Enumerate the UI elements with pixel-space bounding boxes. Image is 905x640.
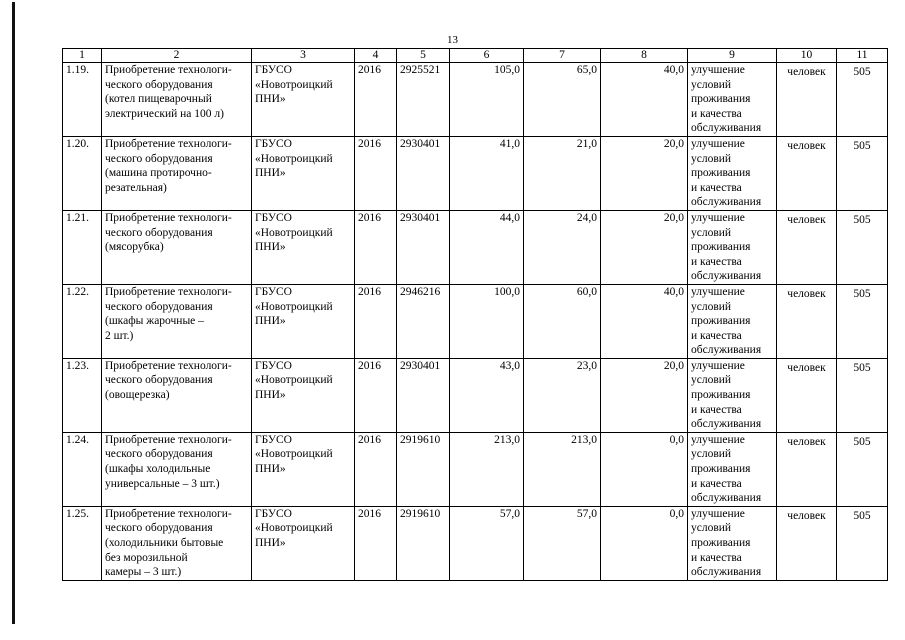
table-row <box>63 210 888 284</box>
header-cell: 2 <box>102 49 252 63</box>
goal-cell: улучшение условий проживания и качества обслуживания <box>688 506 777 580</box>
total-amount-cell: 43,0 <box>450 358 524 432</box>
total-amount-cell: 57,0 <box>450 506 524 580</box>
item-name-cell: Приобретение технологи- ческого оборудования (машина протирочно- резательная) <box>102 136 252 210</box>
year-cell: 2016 <box>355 63 397 137</box>
total-amount-cell: 100,0 <box>450 284 524 358</box>
amount-col7-cell: 24,0 <box>524 210 601 284</box>
amount-col8-cell: 0,0 <box>601 506 688 580</box>
amount-col8-cell: 20,0 <box>601 136 688 210</box>
table-row <box>63 136 888 210</box>
code-cell: 2930401 <box>397 136 450 210</box>
indicator-value-cell: 505 <box>837 506 888 580</box>
goal-cell: улучшение условий проживания и качества обслуживания <box>688 63 777 137</box>
header-cell: 1 <box>63 49 102 63</box>
item-name-cell: Приобретение технологи- ческого оборудования (овощерезка) <box>102 358 252 432</box>
table-row <box>63 284 888 358</box>
unit-cell: человек <box>777 210 837 284</box>
row-number-cell: 1.23. <box>63 358 102 432</box>
amount-col8-cell: 20,0 <box>601 358 688 432</box>
indicator-value-cell: 505 <box>837 136 888 210</box>
table-body <box>63 63 888 581</box>
year-cell: 2016 <box>355 136 397 210</box>
goal-cell: улучшение условий проживания и качества обслуживания <box>688 358 777 432</box>
total-amount-cell: 41,0 <box>450 136 524 210</box>
goal-cell: улучшение условий проживания и качества обслуживания <box>688 284 777 358</box>
unit-cell: человек <box>777 284 837 358</box>
year-cell: 2016 <box>355 210 397 284</box>
table-row <box>63 358 888 432</box>
organization-cell: ГБУСО «Новотроицкий ПНИ» <box>252 284 355 358</box>
header-cell: 3 <box>252 49 355 63</box>
document-table <box>62 48 888 581</box>
goal-cell: улучшение условий проживания и качества обслуживания <box>688 432 777 506</box>
header-cell: 6 <box>450 49 524 63</box>
row-number-cell: 1.25. <box>63 506 102 580</box>
total-amount-cell: 105,0 <box>450 63 524 137</box>
amount-col8-cell: 0,0 <box>601 432 688 506</box>
row-number-cell: 1.19. <box>63 63 102 137</box>
row-number-cell: 1.24. <box>63 432 102 506</box>
header-cell: 10 <box>777 49 837 63</box>
organization-cell: ГБУСО «Новотроицкий ПНИ» <box>252 358 355 432</box>
header-cell: 4 <box>355 49 397 63</box>
code-cell: 2930401 <box>397 210 450 284</box>
year-cell: 2016 <box>355 284 397 358</box>
goal-cell: улучшение условий проживания и качества обслуживания <box>688 136 777 210</box>
row-number-cell: 1.20. <box>63 136 102 210</box>
organization-cell: ГБУСО «Новотроицкий ПНИ» <box>252 136 355 210</box>
amount-col7-cell: 213,0 <box>524 432 601 506</box>
organization-cell: ГБУСО «Новотроицкий ПНИ» <box>252 210 355 284</box>
row-number-cell: 1.22. <box>63 284 102 358</box>
header-cell: 7 <box>524 49 601 63</box>
indicator-value-cell: 505 <box>837 63 888 137</box>
left-margin-line <box>12 2 15 624</box>
organization-cell: ГБУСО «Новотроицкий ПНИ» <box>252 506 355 580</box>
item-name-cell: Приобретение технологи- ческого оборудования (мясорубка) <box>102 210 252 284</box>
amount-col7-cell: 23,0 <box>524 358 601 432</box>
unit-cell: человек <box>777 63 837 137</box>
code-cell: 2919610 <box>397 506 450 580</box>
organization-cell: ГБУСО «Новотроицкий ПНИ» <box>252 63 355 137</box>
indicator-value-cell: 505 <box>837 284 888 358</box>
year-cell: 2016 <box>355 506 397 580</box>
code-cell: 2925521 <box>397 63 450 137</box>
table-row <box>63 432 888 506</box>
total-amount-cell: 213,0 <box>450 432 524 506</box>
header-cell: 9 <box>688 49 777 63</box>
amount-col8-cell: 40,0 <box>601 284 688 358</box>
page-number: 13 <box>447 34 458 46</box>
item-name-cell: Приобретение технологи- ческого оборудования (холодильники бытовые без морозильной камеры – 3 шт.) <box>102 506 252 580</box>
header-cell: 8 <box>601 49 688 63</box>
year-cell: 2016 <box>355 358 397 432</box>
header-cell: 5 <box>397 49 450 63</box>
unit-cell: человек <box>777 358 837 432</box>
amount-col7-cell: 57,0 <box>524 506 601 580</box>
header-row <box>63 49 888 63</box>
item-name-cell: Приобретение технологи- ческого оборудования (шкафы холодильные универсальные – 3 шт.) <box>102 432 252 506</box>
table-row <box>63 506 888 580</box>
amount-col7-cell: 21,0 <box>524 136 601 210</box>
code-cell: 2930401 <box>397 358 450 432</box>
unit-cell: человек <box>777 136 837 210</box>
goal-cell: улучшение условий проживания и качества обслуживания <box>688 210 777 284</box>
amount-col8-cell: 40,0 <box>601 63 688 137</box>
unit-cell: человек <box>777 432 837 506</box>
code-cell: 2919610 <box>397 432 450 506</box>
amount-col8-cell: 20,0 <box>601 210 688 284</box>
total-amount-cell: 44,0 <box>450 210 524 284</box>
code-cell: 2946216 <box>397 284 450 358</box>
item-name-cell: Приобретение технологи- ческого оборудования (котел пищеварочный электрический на 100 л) <box>102 63 252 137</box>
row-number-cell: 1.21. <box>63 210 102 284</box>
indicator-value-cell: 505 <box>837 210 888 284</box>
item-name-cell: Приобретение технологи- ческого оборудования (шкафы жарочные – 2 шт.) <box>102 284 252 358</box>
table-row <box>63 63 888 137</box>
year-cell: 2016 <box>355 432 397 506</box>
unit-cell: человек <box>777 506 837 580</box>
organization-cell: ГБУСО «Новотроицкий ПНИ» <box>252 432 355 506</box>
header-cell: 11 <box>837 49 888 63</box>
indicator-value-cell: 505 <box>837 432 888 506</box>
indicator-value-cell: 505 <box>837 358 888 432</box>
amount-col7-cell: 60,0 <box>524 284 601 358</box>
amount-col7-cell: 65,0 <box>524 63 601 137</box>
table-header <box>63 49 888 63</box>
